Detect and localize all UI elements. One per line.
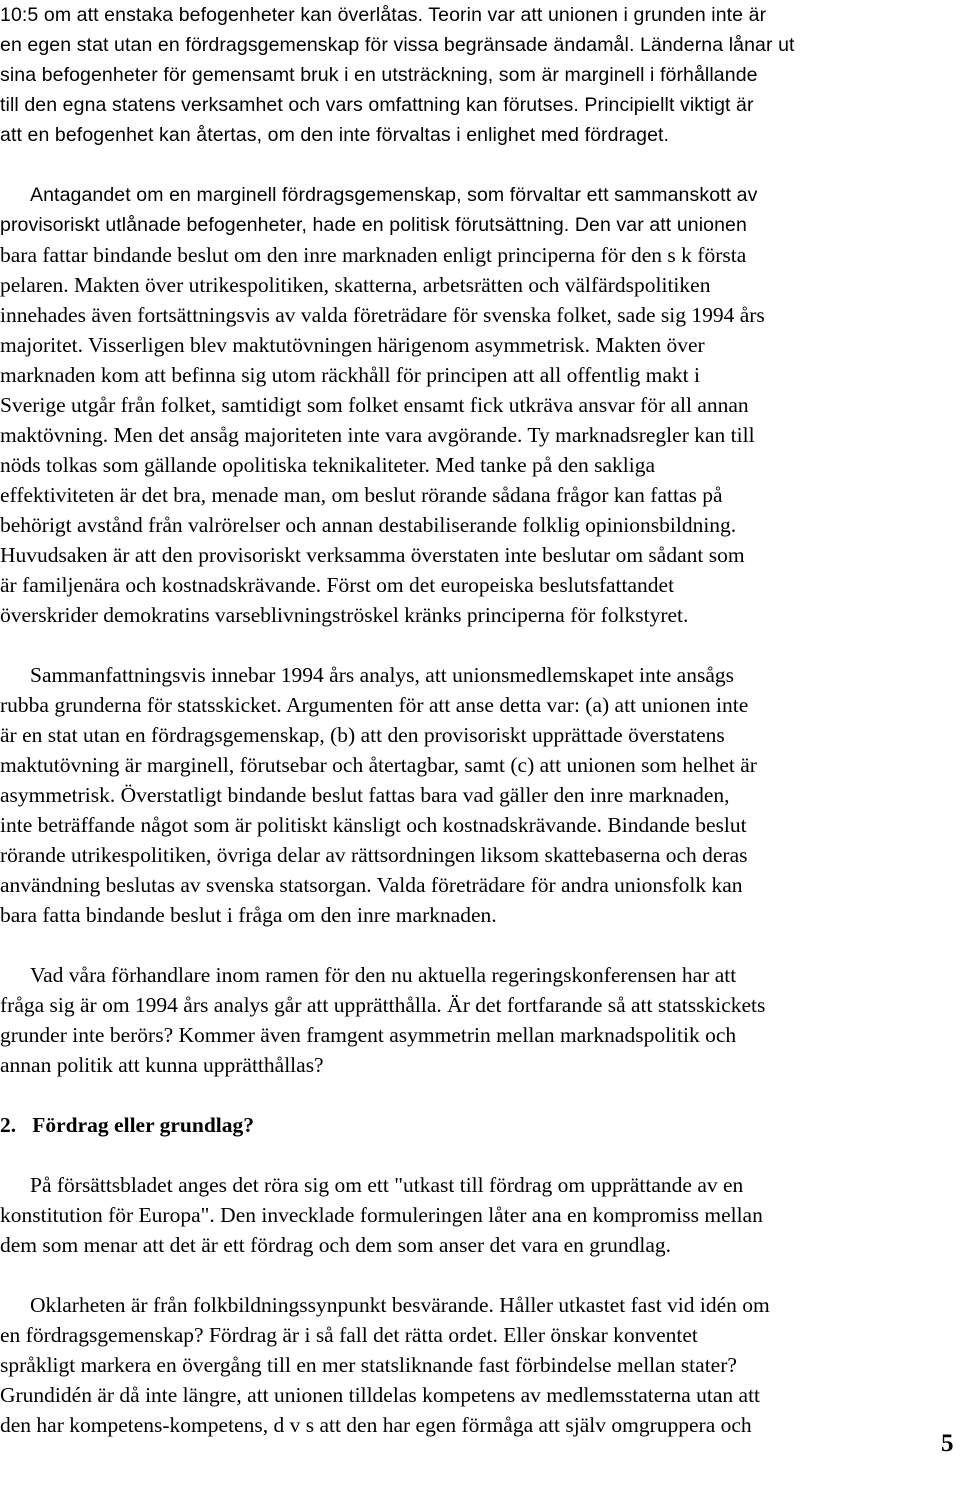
section-heading: 2. Fördrag eller grundlag? xyxy=(0,1113,255,1137)
paragraph-1-line-2: en egen stat utan en fördragsgemenskap för vissa begränsade ändamål. Länderna lånar ut xyxy=(0,34,795,56)
paragraph-2-line-11: effektiviteten är det bra, menade man, om beslut rörande sådana frågor kan fattas på xyxy=(0,483,723,507)
paragraph-2-line-5: innehades även fortsättningsvis av valda företrädare för svenska folket, sade sig 1994 års xyxy=(0,303,765,327)
paragraph-4-line-3: grunder inte berörs? Kommer även framgent asymmetrin mellan marknadspolitik och xyxy=(0,1023,737,1047)
paragraph-2-line-1: Antagandet om en marginell fördragsgemenskap, som förvaltar ett sammanskott av xyxy=(30,184,758,206)
paragraph-3-line-3: är en stat utan en fördragsgemenskap, (b) att den provisoriskt upprättade överstatens xyxy=(0,723,725,747)
paragraph-6-line-2: en fördragsgemenskap? Fördrag är i så fall det rätta ordet. Eller önskar konventet xyxy=(0,1323,698,1347)
paragraph-2-line-10: nöds tolkas som gällande opolitiska teknikaliteter. Med tanke på den sakliga xyxy=(0,453,656,477)
paragraph-6-line-4: Grundidén är då inte längre, att unionen tilldelas kompetens av medlemsstaterna utan att xyxy=(0,1383,761,1407)
paragraph-2-line-7: marknaden kom att befinna sig utom räckhåll för principen att all offentlig makt i xyxy=(0,363,700,387)
paragraph-4-line-2: fråga sig är om 1994 års analys går att upprätthålla. Är det fortfarande så att statsskickets xyxy=(0,993,766,1017)
paragraph-3-line-6: inte beträffande något som är politiskt känsligt och kostnadskrävande. Bindande beslut xyxy=(0,813,747,837)
paragraph-1-line-5: att en befogenhet kan återtas, om den inte förvaltas i enlighet med fördraget. xyxy=(0,124,670,146)
paragraph-2-line-3: bara fattar bindande beslut om den inre marknaden enligt principerna för den s k första xyxy=(0,243,747,267)
paragraph-2-line-6: majoritet. Visserligen blev maktutövningen härigenom asymmetrisk. Makten över xyxy=(0,333,705,357)
paragraph-3-line-1: Sammanfattningsvis innebar 1994 års analys, att unionsmedlemskapet inte ansågs xyxy=(30,663,734,687)
paragraph-2-line-12: behörigt avstånd från valrörelser och annan destabiliserande folklig opinionsbildning. xyxy=(0,513,737,537)
paragraph-4-line-1: Vad våra förhandlare inom ramen för den nu aktuella regeringskonferensen har att xyxy=(30,963,737,987)
paragraph-2-line-9: maktövning. Men det ansåg majoriteten inte vara avgörande. Ty marknadsregler kan till xyxy=(0,423,755,447)
paragraph-1-line-1: 10:5 om att enstaka befogenheter kan överlåtas. Teorin var att unionen i grunden inte är xyxy=(0,4,767,26)
paragraph-5-line-1: På försättsbladet anges det röra sig om ett "utkast till fördrag om upprättande av en xyxy=(30,1173,744,1197)
paragraph-5-line-2: konstitution för Europa". Den invecklade formuleringen låter ana en kompromiss mellan xyxy=(0,1203,763,1227)
paragraph-6-line-1: Oklarheten är från folkbildningssynpunkt besvärande. Håller utkastet fast vid idén om xyxy=(30,1293,770,1317)
paragraph-4-line-4: annan politik att kunna upprätthållas? xyxy=(0,1053,324,1077)
paragraph-6-line-3: språkligt markera en övergång till en mer statsliknande fast förbindelse mellan stater? xyxy=(0,1353,737,1377)
paragraph-2-line-13: Huvudsaken är att den provisoriskt verksamma överstaten inte beslutar om sådant som xyxy=(0,543,745,567)
paragraph-5-line-3: dem som menar att det är ett fördrag och dem som anser det vara en grundlag. xyxy=(0,1233,672,1257)
page-number: 5 xyxy=(941,1430,954,1457)
paragraph-3-line-8: användning beslutas av svenska statsorgan. Valda företrädare för andra unionsfolk kan xyxy=(0,873,743,897)
paragraph-6-line-5: den har kompetens-kompetens, d v s att den har egen förmåga att själv omgruppera och xyxy=(0,1413,752,1437)
paragraph-2-line-4: pelaren. Makten över utrikespolitiken, skatterna, arbetsrätten och välfärdspolitiken xyxy=(0,273,711,297)
paragraph-1-line-3: sina befogenheter för gemensamt bruk i en utsträckning, som är marginell i förhållande xyxy=(0,64,758,86)
paragraph-2-line-8: Sverige utgår från folket, samtidigt som folket ensamt fick utkräva ansvar för all annan xyxy=(0,393,749,417)
paragraph-2-line-14: är familjenära och kostnadskrävande. Först om det europeiska beslutsfattandet xyxy=(0,573,675,597)
paragraph-3-line-5: asymmetrisk. Överstatligt bindande beslut fattas bara vad gäller den inre marknaden, xyxy=(0,783,730,807)
paragraph-2-line-15: överskrider demokratins varseblivningströskel kränks principerna för folkstyret. xyxy=(0,603,689,627)
paragraph-3-line-4: maktutövning är marginell, förutsebar och återtagbar, samt (c) att unionen som helhet är xyxy=(0,753,757,777)
paragraph-3-line-7: rörande utrikespolitiken, övriga delar av rättsordningen liksom skattebaserna och deras xyxy=(0,843,748,867)
paragraph-3-line-9: bara fatta bindande beslut i fråga om den inre marknaden. xyxy=(0,903,497,927)
paragraph-1-line-4: till den egna statens verksamhet och vars omfattning kan förutses. Principiellt viktigt är xyxy=(0,94,754,116)
paragraph-2-line-2: provisoriskt utlånade befogenheter, hade en politisk förutsättning. Den var att unionen xyxy=(0,214,747,236)
paragraph-3-line-2: rubba grunderna för statsskicket. Argumenten för att anse detta var: (a) att unionen inte xyxy=(0,693,749,717)
